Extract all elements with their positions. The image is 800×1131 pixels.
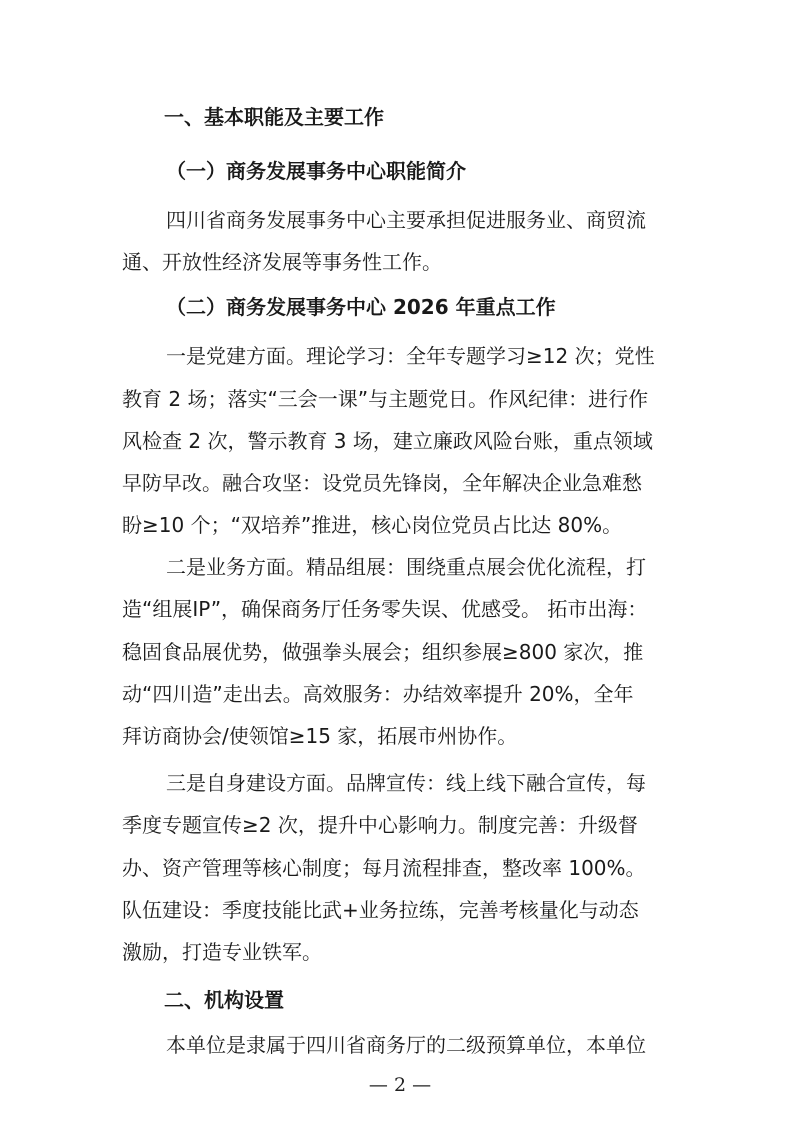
paragraph-line: 三是自身建设方面。品牌宣传：线上线下融合宣传，每 xyxy=(166,771,646,795)
paragraph-line: 队伍建设：季度技能比武+业务拉练，完善考核量化与动态 xyxy=(122,898,639,922)
paragraph-line: 造“组展IP”，确保商务厅任务零失误、优感受。 拓市出海： xyxy=(122,597,648,621)
heading-basic-functions: 一、基本职能及主要工作 xyxy=(164,105,384,129)
paragraph-line: 四川省商务发展事务中心主要承担促进服务业、商贸流 xyxy=(166,208,646,232)
paragraph-line: 风检查 2 次，警示教育 3 场，建立廉政风险台账，重点领域 xyxy=(122,429,653,453)
paragraph-line: 早防早改。融合攻坚：设党员先锋岗，全年解决企业急难愁 xyxy=(122,471,642,495)
paragraph-line: 一是党建方面。理论学习：全年专题学习≥12 次；党性 xyxy=(166,344,655,368)
paragraph-line: 盼≥10 个；“双培养”推进，核心岗位党员占比达 80%。 xyxy=(122,513,623,537)
paragraph-line: 教育 2 场；落实“三会一课”与主题党日。作风纪律：进行作 xyxy=(122,387,649,411)
paragraph-line: 稳固食品展优势，做强拳头展会；组织参展≥800 家次，推 xyxy=(122,640,644,664)
paragraph-line: 本单位是隶属于四川省商务厅的二级预算单位，本单位 xyxy=(166,1033,646,1057)
heading-organization: 二、机构设置 xyxy=(164,988,284,1012)
paragraph-line: 办、资产管理等核心制度；每月流程排查，整改率 100%。 xyxy=(122,856,646,880)
paragraph-line: 通、开放性经济发展等事务性工作。 xyxy=(122,250,442,274)
section-1-title: （一）商务发展事务中心职能简介 xyxy=(166,159,466,183)
paragraph-line: 激励，打造专业铁军。 xyxy=(122,940,322,964)
section-2-title: （二）商务发展事务中心 2026 年重点工作 xyxy=(166,295,556,319)
paragraph-line: 季度专题宣传≥2 次，提升中心影响力。制度完善：升级督 xyxy=(122,813,638,837)
paragraph-line: 拜访商协会/使领馆≥15 家，拓展市州协作。 xyxy=(122,724,518,748)
paragraph-line: 二是业务方面。精品组展：围绕重点展会优化流程，打 xyxy=(166,555,646,579)
page-number: — 2 — xyxy=(368,1074,432,1096)
paragraph-line: 动“四川造”走出去。高效服务：办结效率提升 20%，全年 xyxy=(122,682,634,706)
